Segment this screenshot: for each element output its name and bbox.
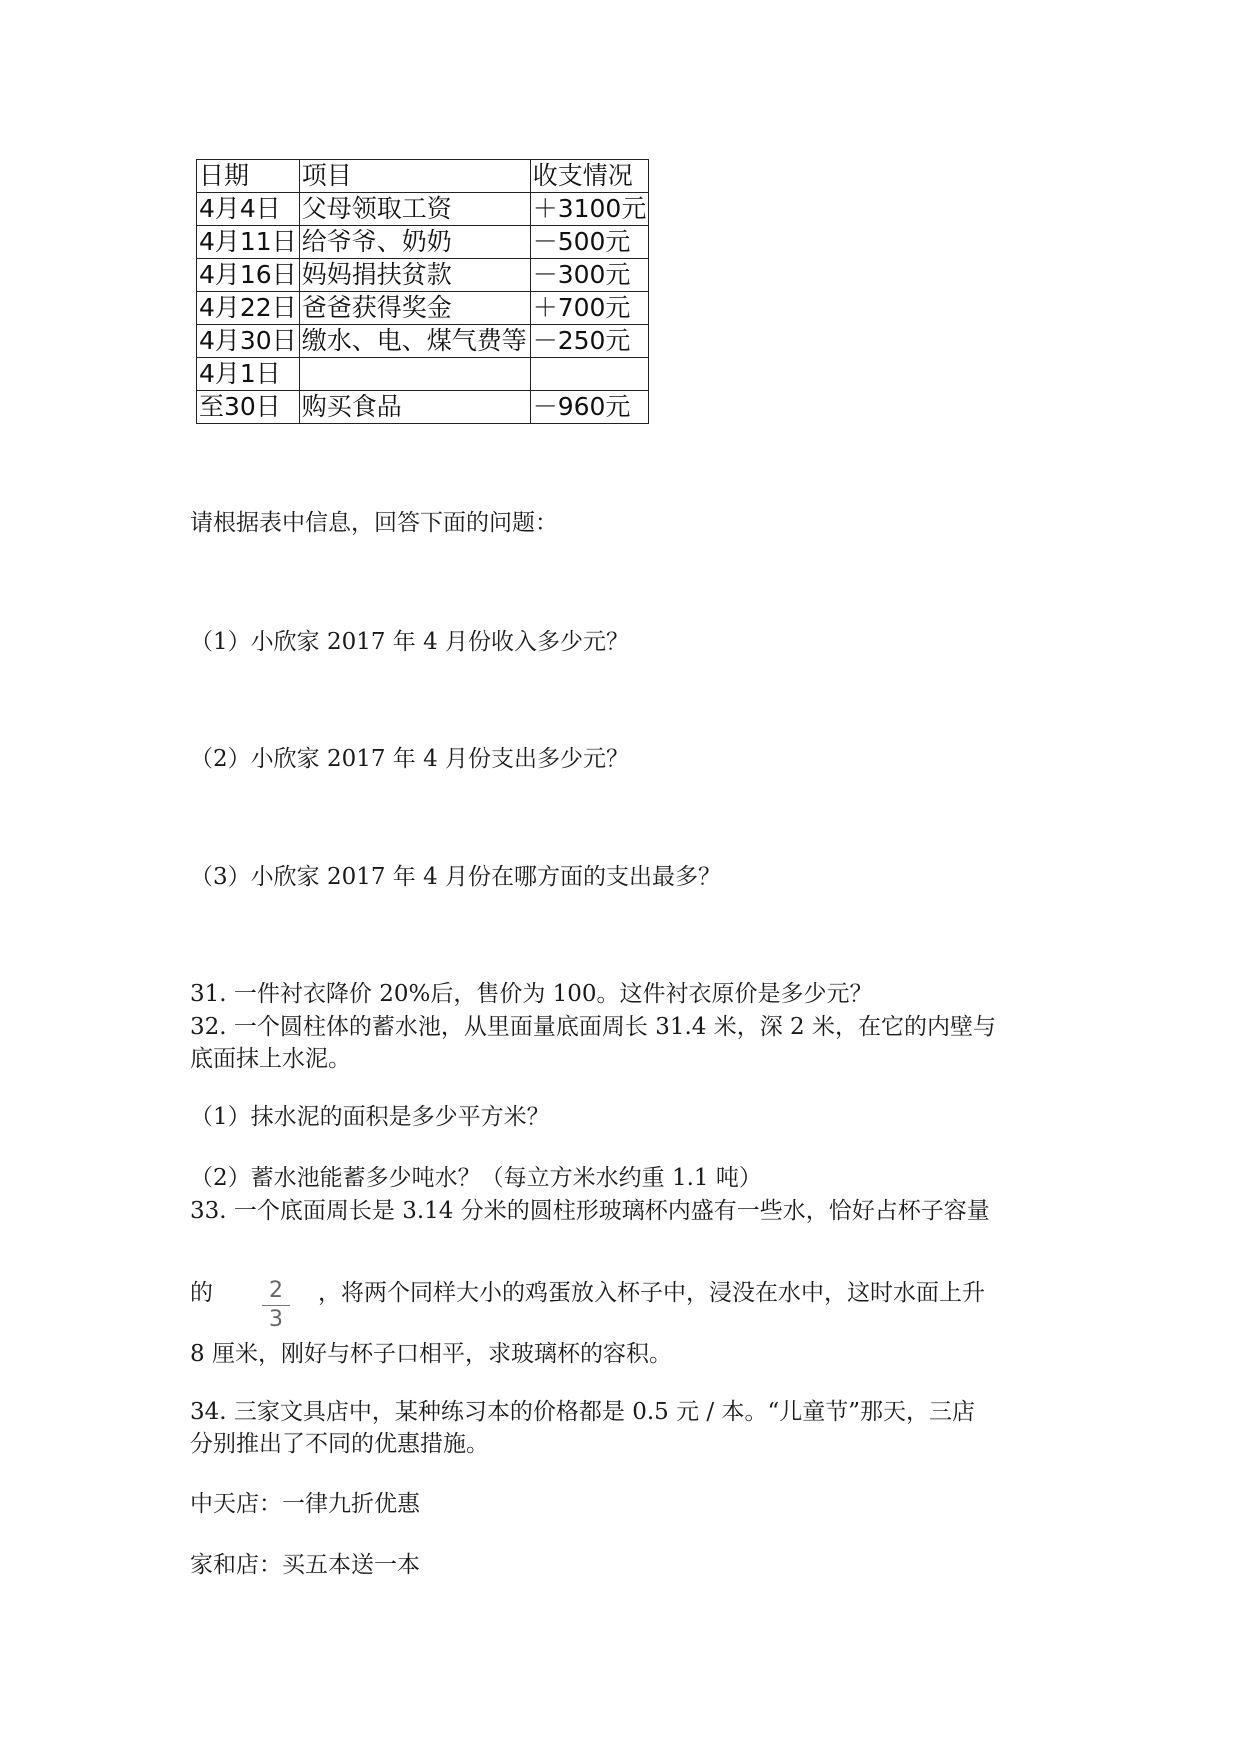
fraction-bar <box>262 1305 290 1306</box>
problem-32-line1: 32. 一个圆柱体的蓄水池，从里面量底面周长 31.4 米，深 2 米，在它的内壁与 <box>190 1014 996 1040</box>
table-row <box>197 226 649 259</box>
table-cell: －960元 <box>530 391 649 424</box>
table-cell: 4月22日 <box>197 292 300 325</box>
fraction-two-thirds <box>262 1278 290 1333</box>
question-1: （1）小欣家 2017 年 4 月份收入多少元？ <box>190 629 630 655</box>
problem-33-line2-start: 的 <box>190 1280 213 1306</box>
table-header-row <box>197 160 649 193</box>
table-cell: －500元 <box>530 226 649 259</box>
problem-33-line3: 8 厘米，刚好与杯子口相平，求玻璃杯的容积。 <box>190 1341 672 1367</box>
question-3: （3）小欣家 2017 年 4 月份在哪方面的支出最多？ <box>190 864 722 890</box>
table-cell <box>299 358 530 391</box>
problem-33-line1: 33. 一个底面周长是 3.14 分米的圆柱形玻璃杯内盛有一些水，恰好占杯子容量 <box>190 1198 990 1224</box>
table-cell: 爸爸获得奖金 <box>299 292 530 325</box>
store-zhongtian: 中天店：一律九折优惠 <box>190 1491 420 1517</box>
table-row <box>197 259 649 292</box>
table-cell: 缴水、电、煤气费等 <box>299 325 530 358</box>
table-cell: 妈妈捐扶贫款 <box>299 259 530 292</box>
table-cell: 项目 <box>299 160 530 193</box>
table-cell: 父母领取工资 <box>299 193 530 226</box>
table-cell: －250元 <box>530 325 649 358</box>
problem-34-line2: 分别推出了不同的优惠措施。 <box>190 1431 489 1457</box>
table-cell: ＋700元 <box>530 292 649 325</box>
table-cell: 给爷爷、奶奶 <box>299 226 530 259</box>
table-row <box>197 193 649 226</box>
table-cell: 收支情况 <box>530 160 649 193</box>
table-cell: 4月1日 <box>197 358 300 391</box>
income-expense-table <box>196 159 649 424</box>
table-cell <box>530 358 649 391</box>
instruction-text: 请根据表中信息，回答下面的问题： <box>190 510 558 536</box>
problem-32-question-2: （2）蓄水池能蓄多少吨水？（每立方米水约重 1.1 吨） <box>190 1165 762 1191</box>
table-cell: ＋3100元 <box>530 193 649 226</box>
table-cell: 购买食品 <box>299 391 530 424</box>
table-cell: 4月16日 <box>197 259 300 292</box>
store-jiahe: 家和店：买五本送一本 <box>190 1552 420 1578</box>
problem-33-line2-end: ，将两个同样大小的鸡蛋放入杯子中，浸没在水中，这时水面上升 <box>318 1280 985 1306</box>
table-cell: 日期 <box>197 160 300 193</box>
fraction-numerator: 2 <box>269 1278 283 1303</box>
table-cell: 4月30日 <box>197 325 300 358</box>
question-2: （2）小欣家 2017 年 4 月份支出多少元？ <box>190 746 630 772</box>
problem-31: 31. 一件衬衣降价 20%后，售价为 100。这件衬衣原价是多少元？ <box>190 981 873 1007</box>
table-cell: 4月4日 <box>197 193 300 226</box>
table-cell: 4月11日 <box>197 226 300 259</box>
problem-34-line1: 34. 三家文具店中，某种练习本的价格都是 0.5 元 / 本。“儿童节”那天，三店 <box>190 1399 975 1425</box>
table-cell: －300元 <box>530 259 649 292</box>
problem-32-question-1: （1）抹水泥的面积是多少平方米？ <box>190 1104 550 1130</box>
table-cell: 至30日 <box>197 391 300 424</box>
problem-32-line2: 底面抹上水泥。 <box>190 1046 351 1072</box>
table-row <box>197 358 649 391</box>
table-row <box>197 325 649 358</box>
table-row <box>197 391 649 424</box>
fraction-denominator: 3 <box>269 1307 283 1332</box>
table-row <box>197 292 649 325</box>
